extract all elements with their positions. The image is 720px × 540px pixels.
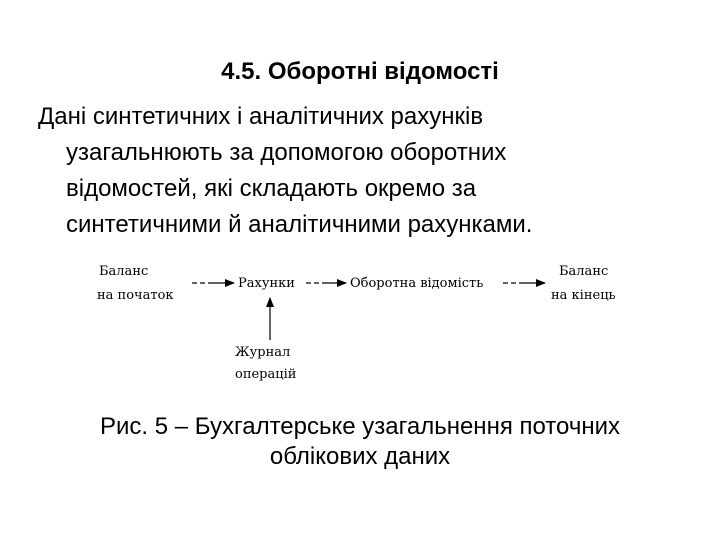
node-accounts: Рахунки <box>238 276 295 291</box>
figure-caption <box>0 412 720 472</box>
caption-line-1: Рис. 5 – Бухгалтерське узагальнення поточних <box>99 413 621 440</box>
paragraph-line-2: узагальнюють за допомогою оборотних <box>66 139 507 166</box>
node-balance-start-line2: на початок <box>97 288 174 303</box>
paragraph-line-4: синтетичними й аналітичними рахунками. <box>66 211 533 238</box>
node-turnover-sheet: Оборотна відомість <box>350 276 484 291</box>
paragraph-line-3: відомостей, які складають окремо за <box>66 175 477 202</box>
paragraph-line-1: Дані синтетичних і аналітичних рахунків <box>38 103 484 130</box>
node-balance-start-line1: Баланс <box>99 264 149 279</box>
node-balance-end-line1: Баланс <box>559 264 609 279</box>
slide-title: 4.5. Оборотні відомості <box>221 58 499 85</box>
node-balance-end-line2: на кінець <box>551 288 616 303</box>
node-journal-line1: Журнал <box>235 345 291 360</box>
caption-line-2: облікових даних <box>269 443 451 470</box>
node-journal-line2: операцій <box>235 367 297 382</box>
